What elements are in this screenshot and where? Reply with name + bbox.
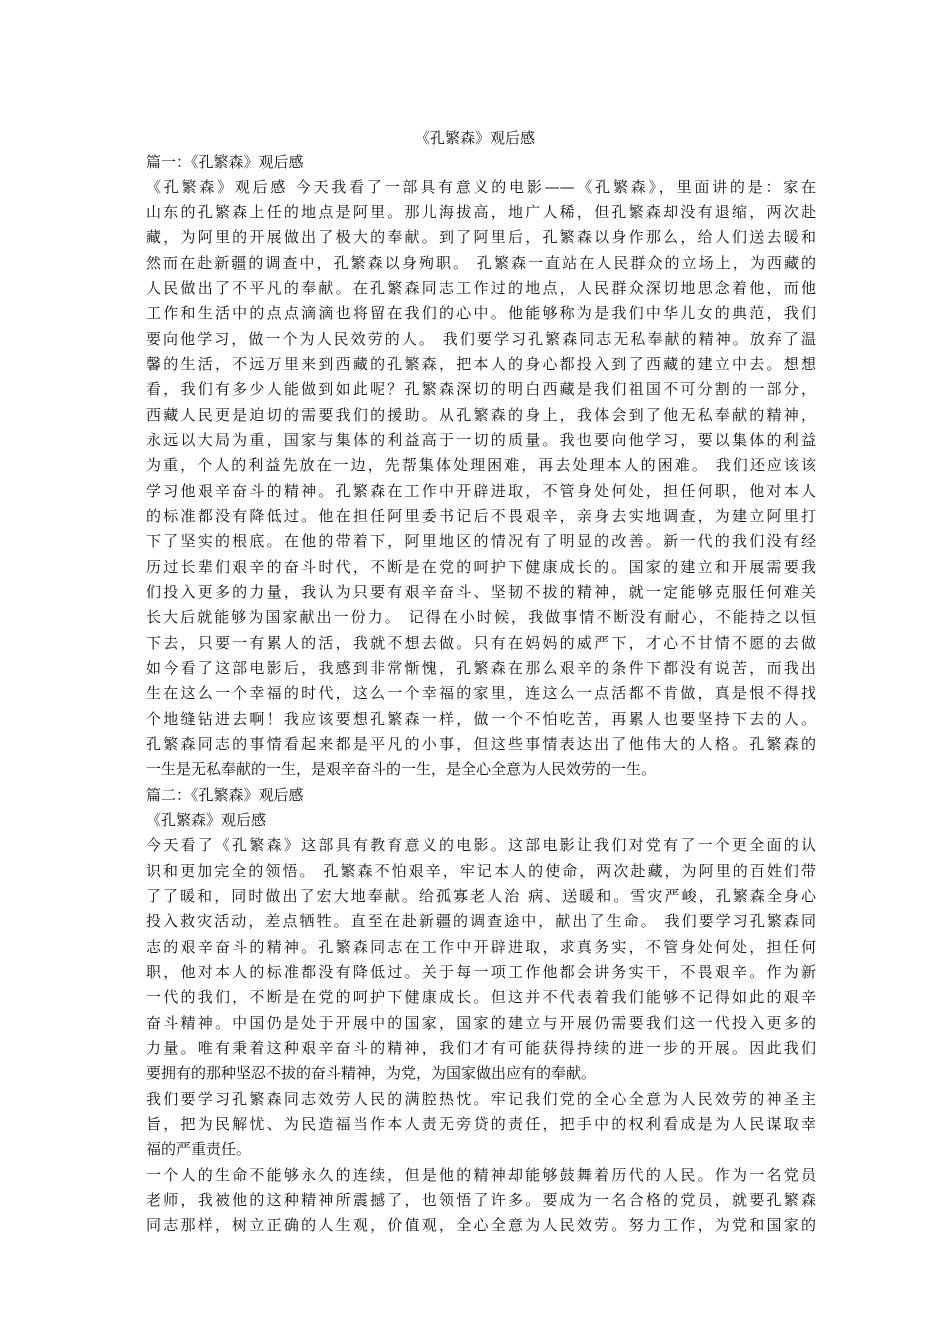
text-line: 如今看了这部电影后，我感到非常惭愧，孔繁森在那么艰辛的条件下都没有说苦，而我出	[146, 659, 816, 677]
text-line: 要拥有的那种坚忍不拔的奋斗精神，为党，为国家做出应有的奉献。	[146, 1064, 597, 1082]
text-line: 人民做出了不平凡的奉献。在孔繁森同志工作过的地点，人民群众深切地思念着他，而他	[146, 279, 816, 297]
text-line: 老师，我被他的这种精神所震撼了，也领悟了许多。要成为一名合格的党员，就要孔繁森	[146, 1191, 816, 1209]
section-heading-2: 篇二：《孔繁森》观后感	[146, 786, 304, 804]
text-line: 然而在赴新疆的调查中，孔繁森以身殉职。 孔繁森一直站在人民群众的立场上，为西藏的	[146, 254, 816, 272]
text-line: 一个人的生命不能够永久的连续，但是他的精神却能够鼓舞着历代的人民。作为一名党员	[146, 1166, 816, 1184]
text-line: 看，我们有多少人能做到如此呢？孔繁森深切的明白西藏是我们祖国不可分割的一部分，	[146, 380, 816, 398]
text-line: 我们要学习孔繁森同志效劳人民的满腔热忱。牢记我们党的全心全意为人民效劳的神圣主	[146, 1090, 816, 1108]
text-line: 山东的孔繁森上任的地点是阿里。那儿海拔高，地广人稀，但孔繁森却没有退缩，两次赴	[146, 203, 816, 221]
text-line: 了了暖和，同时做出了宏大地奉献。给孤寡老人治 病、送暖和。雪灾严峻，孔繁森全身心	[146, 887, 816, 905]
text-line: 下了坚实的根底。在他的带着下，阿里地区的情况有了明显的改善。新一代的我们没有经	[146, 532, 816, 550]
section-heading-1: 篇一：《孔繁森》观后感	[146, 153, 304, 171]
subsection-title: 《孔繁森》观后感	[146, 811, 267, 829]
text-line: 学习他艰辛奋斗的精神。孔繁森在工作中开辟进取，不管身处何处，担任何职，他对本人	[146, 482, 816, 500]
text-line: 下去，只要一有累人的活，我就不想去做。只有在妈妈的威严下，才心不甘情不愿的去做	[146, 634, 816, 652]
text-line: 西藏人民更是迫切的需要我们的援助。从孔繁森的身上，我体会到了他无私奉献的精神，	[146, 406, 816, 424]
text-line: 长大后就能够为国家献出一份力。 记得在小时候，我做事情不断没有耐心，不能持之以恒	[146, 608, 816, 626]
text-line: 投入救灾活动，差点牺牲。直至在赴新疆的调查途中，献出了生命。 我们要学习孔繁森同	[146, 912, 816, 930]
text-line: 《孔繁森》观后感 今天我看了一部具有意义的电影——《孔繁森》，里面讲的是：家在	[146, 178, 816, 196]
text-line: 孔繁森同志的事情看起来都是平凡的小事，但这些事情表达出了他伟大的人格。孔繁森的	[146, 735, 816, 753]
text-line: 一代的我们，不断是在党的呵护下健康成长。但这并不代表着我们能够不记得如此的艰辛	[146, 988, 816, 1006]
text-line: 永远以大局为重，国家与集体的利益高于一切的质量。我也要向他学习，要以集体的利益	[146, 431, 816, 449]
text-line: 一生是无私奉献的一生，是艰辛奋斗的一生，是全心全意为人民效劳的一生。	[146, 760, 657, 778]
document-title: 《孔繁森》观后感	[414, 129, 535, 147]
text-line: 今天看了《孔繁森》这部具有教育意义的电影。这部电影让我们对党有了一个更全面的认	[146, 836, 816, 854]
text-line: 要向他学习，做一个为人民效劳的人。 我们要学习孔繁森同志无私奉献的精神。放弃了温	[146, 330, 816, 348]
text-line: 馨的生活，不远万里来到西藏的孔繁森，把本人的身心都投入到了西藏的建立中去。想想	[146, 355, 816, 373]
text-line: 奋斗精神。中国仍是处于开展中的国家，国家的建立与开展仍需要我们这一代投入更多的	[146, 1014, 816, 1032]
text-line: 为重，个人的利益先放在一边，先帮集体处理困难，再去处理本人的困难。 我们还应该该	[146, 456, 816, 474]
text-line: 旨，把为民解忧、为民造福当作本人责无旁贷的责任，把手中的权利看成是为人民谋取幸	[146, 1115, 816, 1133]
text-line: 历过长辈们艰辛的奋斗时代，不断是在党的呵护下健康成长的。国家的建立和开展需要我	[146, 558, 816, 576]
text-line: 们投入更多的力量，我认为只要有艰辛奋斗、坚韧不拔的精神，就一定能够克服任何难关	[146, 583, 816, 601]
text-line: 工作和生活中的点点滴滴也将留在我们的心中。他能够称为是我们中华儿女的典范，我们	[146, 304, 816, 322]
text-line: 志的艰辛奋斗的精神。孔繁森同志在工作中开辟进取，求真务实，不管身处何处，担任何	[146, 938, 816, 956]
text-line: 个地缝钻进去啊！我应该要想孔繁森一样，做一个不怕吃苦，再累人也要坚持下去的人。	[146, 710, 816, 728]
text-line: 力量。唯有秉着这种艰辛奋斗的精神，我们才有可能获得持续的进一步的开展。因此我们	[146, 1039, 816, 1057]
text-line: 识和更加完全的领悟。 孔繁森不怕艰辛，牢记本人的使命，两次赴藏，为阿里的百姓们带	[146, 862, 816, 880]
text-line: 福的严重责任。	[146, 1140, 252, 1158]
text-line: 职，他对本人的标准都没有降低过。关于每一项工作他都会讲务实干，不畏艰辛。作为新	[146, 963, 816, 981]
text-line: 生在这么一个幸福的时代，这么一个幸福的家里，连这么一点活都不肯做，真是恨不得找	[146, 684, 816, 702]
text-line: 同志那样，树立正确的人生观，价值观，全心全意为人民效劳。努力工作，为党和国家的	[146, 1216, 816, 1234]
text-line: 藏，为阿里的开展做出了极大的奉献。到了阿里后，孔繁森以身作那么，给人们送去暖和	[146, 228, 816, 246]
text-line: 的标准都没有降低过。他在担任阿里委书记后不畏艰辛，亲身去实地调查，为建立阿里打	[146, 507, 816, 525]
